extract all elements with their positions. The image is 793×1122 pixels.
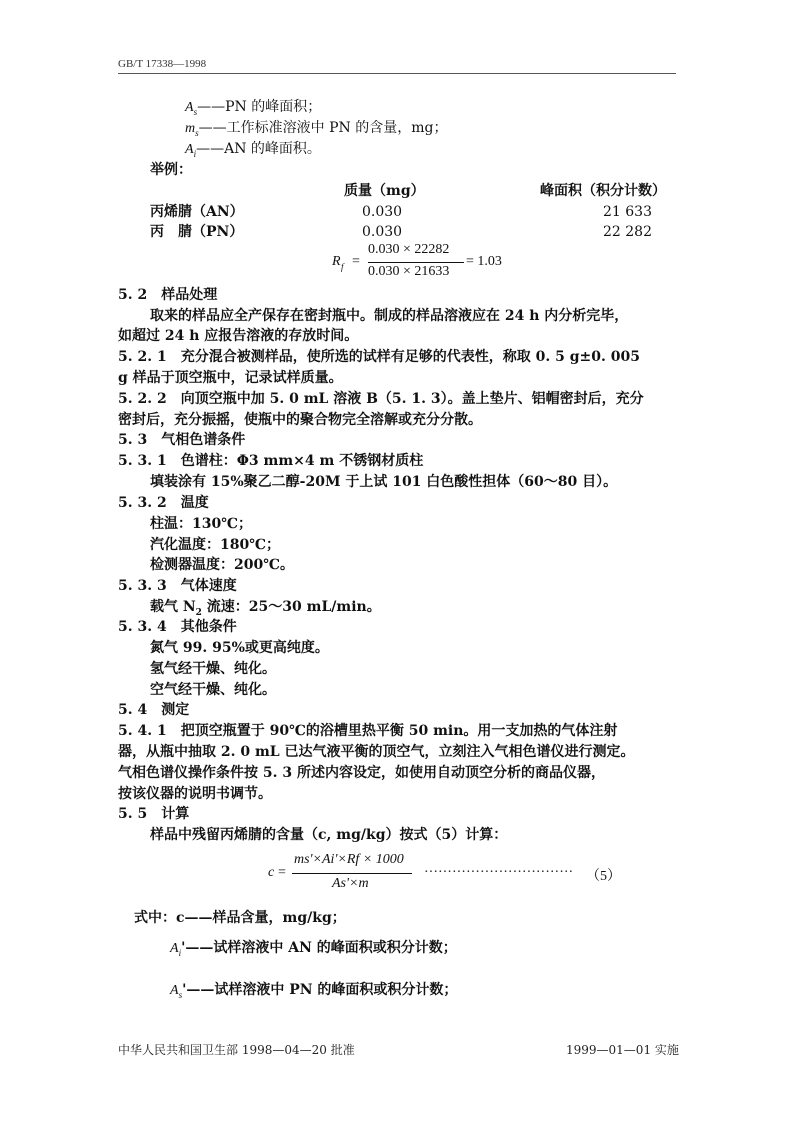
section-5-3-title: 5. 3 气相色谱条件 bbox=[118, 432, 246, 448]
section-5-2-title: 5. 2 样品处理 bbox=[118, 287, 218, 303]
example-label: 举例： bbox=[150, 162, 192, 178]
symbol-a: A bbox=[185, 142, 194, 157]
paragraph: 密封后，充分振摇，使瓶中的聚合物完全溶解或充分分散。 bbox=[118, 412, 482, 428]
paragraph: 器，从瓶中抽取 2. 0 mL 已达气液平衡的顶空气，立刻注入气相色谱仪进行测定。 bbox=[118, 744, 635, 760]
definition-ai bbox=[185, 139, 321, 164]
flow-rate-text: 流速：25～30 mL/min。 bbox=[201, 599, 381, 615]
formula-c-lhs: c bbox=[268, 865, 275, 880]
definition-text: 工作标准溶液中 PN 的含量，mg； bbox=[226, 120, 448, 136]
paragraph: 气相色谱仪操作条件按 5. 3 所述内容设定，如使用自动顶空分析的商品仪器， bbox=[118, 765, 605, 781]
formula-rf-result: = 1.03 bbox=[466, 254, 502, 269]
example-row-name: 丙烯腈（AN） bbox=[150, 204, 244, 220]
example-row-mass: 0.030 bbox=[362, 204, 403, 220]
symbol-m: m bbox=[185, 121, 196, 136]
dash: —— bbox=[198, 120, 227, 136]
section-5-3-3-title: 5. 3. 3 气体速度 bbox=[118, 578, 237, 594]
formula-c-numerator: ms'×Ai'×Rf × 1000 bbox=[294, 852, 404, 867]
formula-rf-lhs-sub: f bbox=[341, 262, 344, 272]
symbol-a: A bbox=[185, 100, 194, 115]
header-rule bbox=[118, 73, 676, 74]
section-5-4-title: 5. 4 测定 bbox=[118, 702, 190, 718]
formula-5 bbox=[268, 850, 628, 896]
formula-rf-numerator: 0.030 × 22282 bbox=[368, 242, 450, 257]
definition-text: '——试样溶液中 PN 的峰面积或积分计数； bbox=[182, 982, 458, 998]
formula-c-equals: = bbox=[278, 865, 286, 880]
symbol-a: A bbox=[170, 983, 179, 998]
symbol-a: A bbox=[170, 941, 179, 956]
nitrogen-purity: 氮气 99. 95%或更高纯度。 bbox=[150, 640, 329, 656]
equation-number: （5） bbox=[586, 869, 621, 884]
carrier-gas-label: 载气 N bbox=[150, 599, 196, 615]
section-5-3-2-title: 5. 3. 2 温度 bbox=[118, 495, 209, 511]
symbol-sub-i: i bbox=[178, 947, 182, 958]
definition-text: AN 的峰面积。 bbox=[224, 141, 321, 157]
formula-rf-denominator: 0.030 × 21633 bbox=[368, 264, 450, 279]
symbol-sub-s: s bbox=[193, 106, 198, 117]
standard-number-header: GB/T 17338—1998 bbox=[118, 58, 207, 70]
definition-text: '——试样溶液中 AN 的峰面积或积分计数； bbox=[181, 940, 457, 956]
paragraph: 填装涂有 15%聚乙二醇-20M 于上试 101 白色酸性担体（60～80 目）。 bbox=[150, 474, 618, 490]
example-row-peak: 22 282 bbox=[603, 224, 652, 240]
detector-temperature: 检测器温度：200℃。 bbox=[150, 557, 294, 573]
formula-rf-lhs: R bbox=[332, 254, 341, 269]
paragraph: 如超过 24 h 应报告溶液的存放时间。 bbox=[118, 328, 359, 344]
paragraph: 样品中残留丙烯腈的含量（c, mg/kg）按式（5）计算： bbox=[150, 827, 508, 843]
column-temperature: 柱温：130℃； bbox=[150, 516, 252, 532]
column-header-peak-area: 峰面积（积分计数） bbox=[540, 183, 666, 199]
example-row-peak: 21 633 bbox=[603, 204, 652, 220]
section-5-2-2: 5. 2. 2 向顶空瓶中加 5. 0 mL 溶液 B（5. 1. 3）。盖上垫片、铝帽密封后，充分 bbox=[118, 391, 644, 407]
paragraph: 按该仪器的说明书调节。 bbox=[118, 786, 272, 802]
definition-ai-prime bbox=[170, 938, 457, 963]
definition-as-prime bbox=[170, 980, 457, 1005]
symbol-sub-i: i bbox=[193, 148, 197, 159]
fraction-bar bbox=[292, 873, 412, 874]
dot-leader: ································ bbox=[424, 865, 574, 880]
symbol-sub-s: s bbox=[195, 127, 199, 138]
where-clause: 式中：c——样品含量，mg/kg； bbox=[134, 910, 346, 926]
example-row-name: 丙 腈（PN） bbox=[150, 224, 244, 240]
fraction-bar bbox=[368, 262, 464, 263]
section-5-2-1: 5. 2. 1 充分混合被测样品，使所选的试样有足够的代表性，称取 0. 5 g±0. 005 bbox=[118, 349, 640, 365]
hydrogen-condition: 氢气经干燥、纯化。 bbox=[150, 661, 276, 677]
dash: —— bbox=[196, 141, 225, 157]
formula-c-denominator: As'×m bbox=[332, 876, 369, 891]
paragraph: g 样品于顶空瓶中，记录试样质量。 bbox=[118, 370, 343, 386]
section-5-5-title: 5. 5 计算 bbox=[118, 806, 190, 822]
column-header-mass: 质量（mg） bbox=[344, 183, 425, 199]
implementation-date: 1999—01—01 实施 bbox=[566, 1043, 679, 1057]
vaporization-temperature: 汽化温度：180℃； bbox=[150, 537, 280, 553]
paragraph: 取来的样品应全产保存在密封瓶中。制成的样品溶液应在 24 h 内分析完毕， bbox=[150, 308, 629, 324]
definition-text: PN 的峰面积； bbox=[225, 99, 322, 115]
symbol-sub-s: s bbox=[178, 989, 183, 1000]
dash: —— bbox=[197, 99, 226, 115]
subscript-2: 2 bbox=[195, 607, 202, 618]
air-condition: 空气经干燥、纯化。 bbox=[150, 682, 276, 698]
example-row-mass: 0.030 bbox=[362, 224, 403, 240]
section-5-3-1: 5. 3. 1 色谱柱：Φ3 mm×4 m 不锈钢材质柱 bbox=[118, 453, 424, 469]
section-5-4-1: 5. 4. 1 把顶空瓶置于 90℃的浴槽里热平衡 50 min。用一支加热的气体注射 bbox=[118, 723, 618, 739]
formula-rf-equals: = bbox=[352, 254, 360, 269]
formula-rf bbox=[332, 240, 522, 284]
approval-date: 中华人民共和国卫生部 1998—04—20 批准 bbox=[118, 1043, 355, 1057]
section-5-3-4-title: 5. 3. 4 其他条件 bbox=[118, 619, 237, 635]
